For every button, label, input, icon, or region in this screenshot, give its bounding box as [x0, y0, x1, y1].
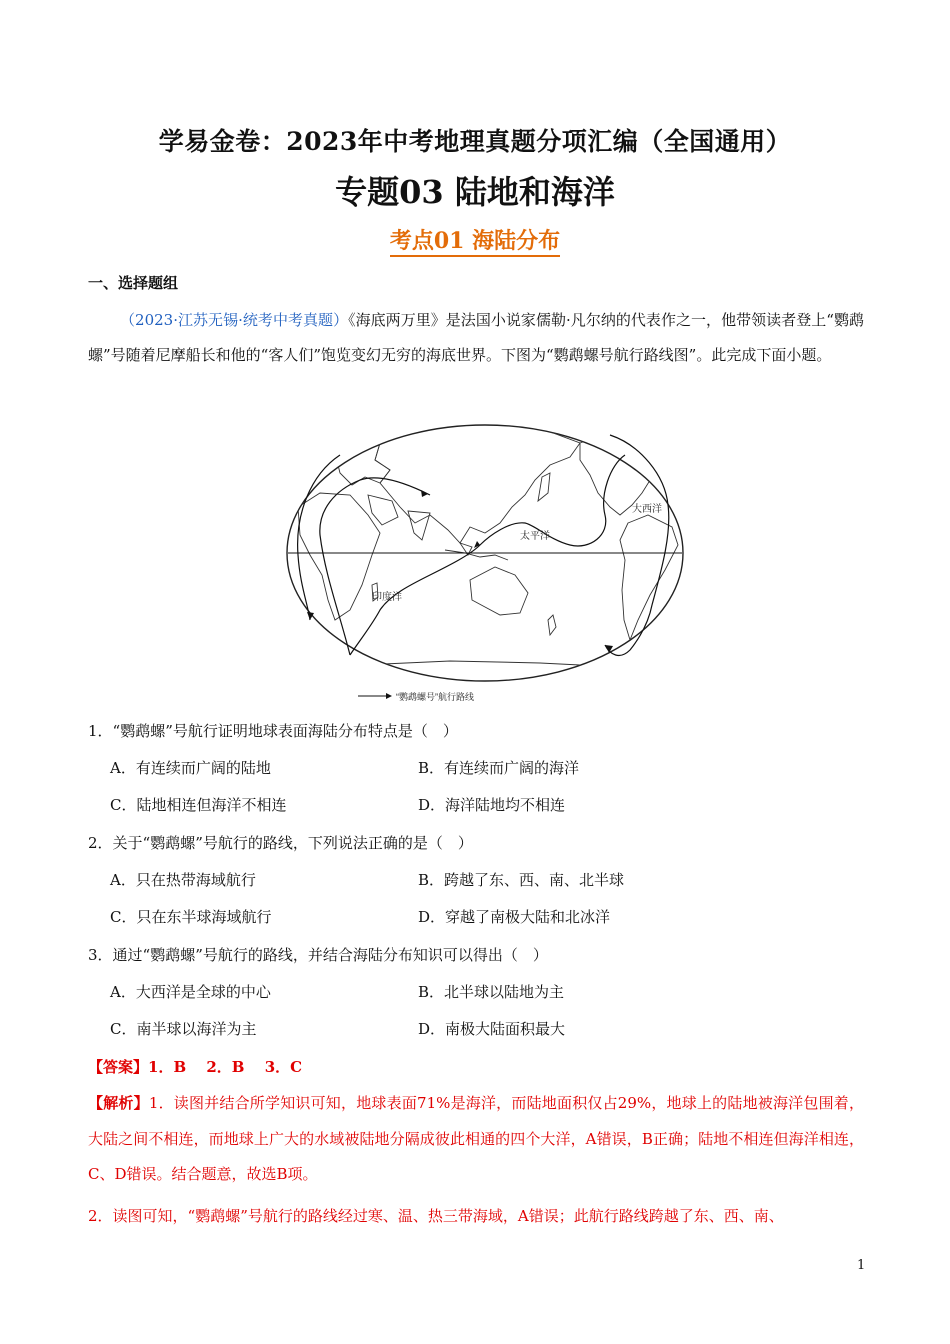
- kaodian-label: 考点01 海陆分布: [390, 228, 560, 257]
- answer-text: 1．B 2．B 3．C: [148, 1058, 303, 1076]
- question-3-stem: 3．通过“鹦鹉螺”号航行的路线，并结合海陆分布知识可以得出（ ）: [88, 946, 548, 964]
- question-1-option-b[interactable]: B．有连续而广阔的海洋: [418, 759, 580, 777]
- question-2-option-b[interactable]: B．跨越了东、西、南、北半球: [418, 871, 625, 889]
- question-1-option-c[interactable]: C．陆地相连但海洋不相连: [110, 796, 287, 814]
- question-2-option-c[interactable]: C．只在东半球海域航行: [110, 908, 272, 926]
- legend-label: “鹦鹉螺号”航行路线: [396, 692, 474, 702]
- atlantic-label: 大西洋: [632, 504, 662, 515]
- map-legend: [358, 691, 474, 702]
- route-map-figure: [280, 415, 690, 711]
- pacific-label: 太平洋: [520, 531, 550, 542]
- kaodian-heading: [0, 224, 950, 255]
- question-3-option-b[interactable]: B．北半球以陆地为主: [418, 983, 565, 1001]
- question-2-stem: 2．关于“鹦鹉螺”号航行的路线，下列说法正确的是（ ）: [88, 834, 473, 852]
- answer-line: [88, 1056, 302, 1077]
- explanation-paragraph-2: 2．读图可知，“鹦鹉螺”号航行的路线经过寒、温、热三带海域，A错误；此航行路线跨越了东、西、南、: [88, 1207, 784, 1225]
- world-map: [280, 415, 690, 707]
- document-title: 学易金卷：2023年中考地理真题分项汇编（全国通用）: [158, 127, 792, 156]
- question-1-stem: 1．“鹦鹉螺”号航行证明地球表面海陆分布特点是（ ）: [88, 722, 458, 740]
- question-3-option-d[interactable]: D．南极大陆面积最大: [418, 1020, 566, 1038]
- explanation-text-1: 1．读图并结合所学知识可知，地球表面71%是海洋，而陆地面积仅占29%，地球上的陆地被海洋包围着，大陆之间不相连，而地球上广大的水域被陆地分隔成彼此相通的四个大洋，A错误，B正确；陆地不相连但海洋相连，C、D错误。结合题意，故选B项。: [88, 1094, 864, 1183]
- section-heading: 一、选择题组: [88, 274, 179, 292]
- intro-text: 《海底两万里》是法国小说家儒勒·凡尔纳的代表作之一，他带领读者登上“鹦鹉螺”号随着尼摩船长和他的“客人们”饱览变幻无穷的海底世界。下图为“鹦鹉螺号航行路线图”。此完成下面小题。: [88, 311, 864, 364]
- question-1-option-d[interactable]: D．海洋陆地均不相连: [418, 796, 566, 814]
- topic-title: 专题03 陆地和海洋: [335, 173, 615, 211]
- question-3-option-c[interactable]: C．南半球以海洋为主: [110, 1020, 257, 1038]
- explanation-label: 【解析】: [88, 1094, 149, 1112]
- answer-label: 【答案】: [88, 1058, 149, 1076]
- question-2-option-d[interactable]: D．穿越了南极大陆和北冰洋: [418, 908, 611, 926]
- greenland-shape: [290, 421, 330, 447]
- question-2-option-a[interactable]: A．只在热带海域航行: [110, 871, 256, 889]
- intro-paragraph: [88, 303, 864, 373]
- question-3-option-a[interactable]: A．大西洋是全球的中心: [110, 983, 271, 1001]
- question-1-option-a[interactable]: A．有连续而广阔的陆地: [110, 759, 271, 777]
- explanation-paragraph-1: [88, 1086, 864, 1193]
- question-source: （2023·江苏无锡·统考中考真题）: [120, 311, 349, 329]
- indian-ocean-label: 印度洋: [372, 592, 402, 603]
- page-number: 1: [857, 1258, 866, 1273]
